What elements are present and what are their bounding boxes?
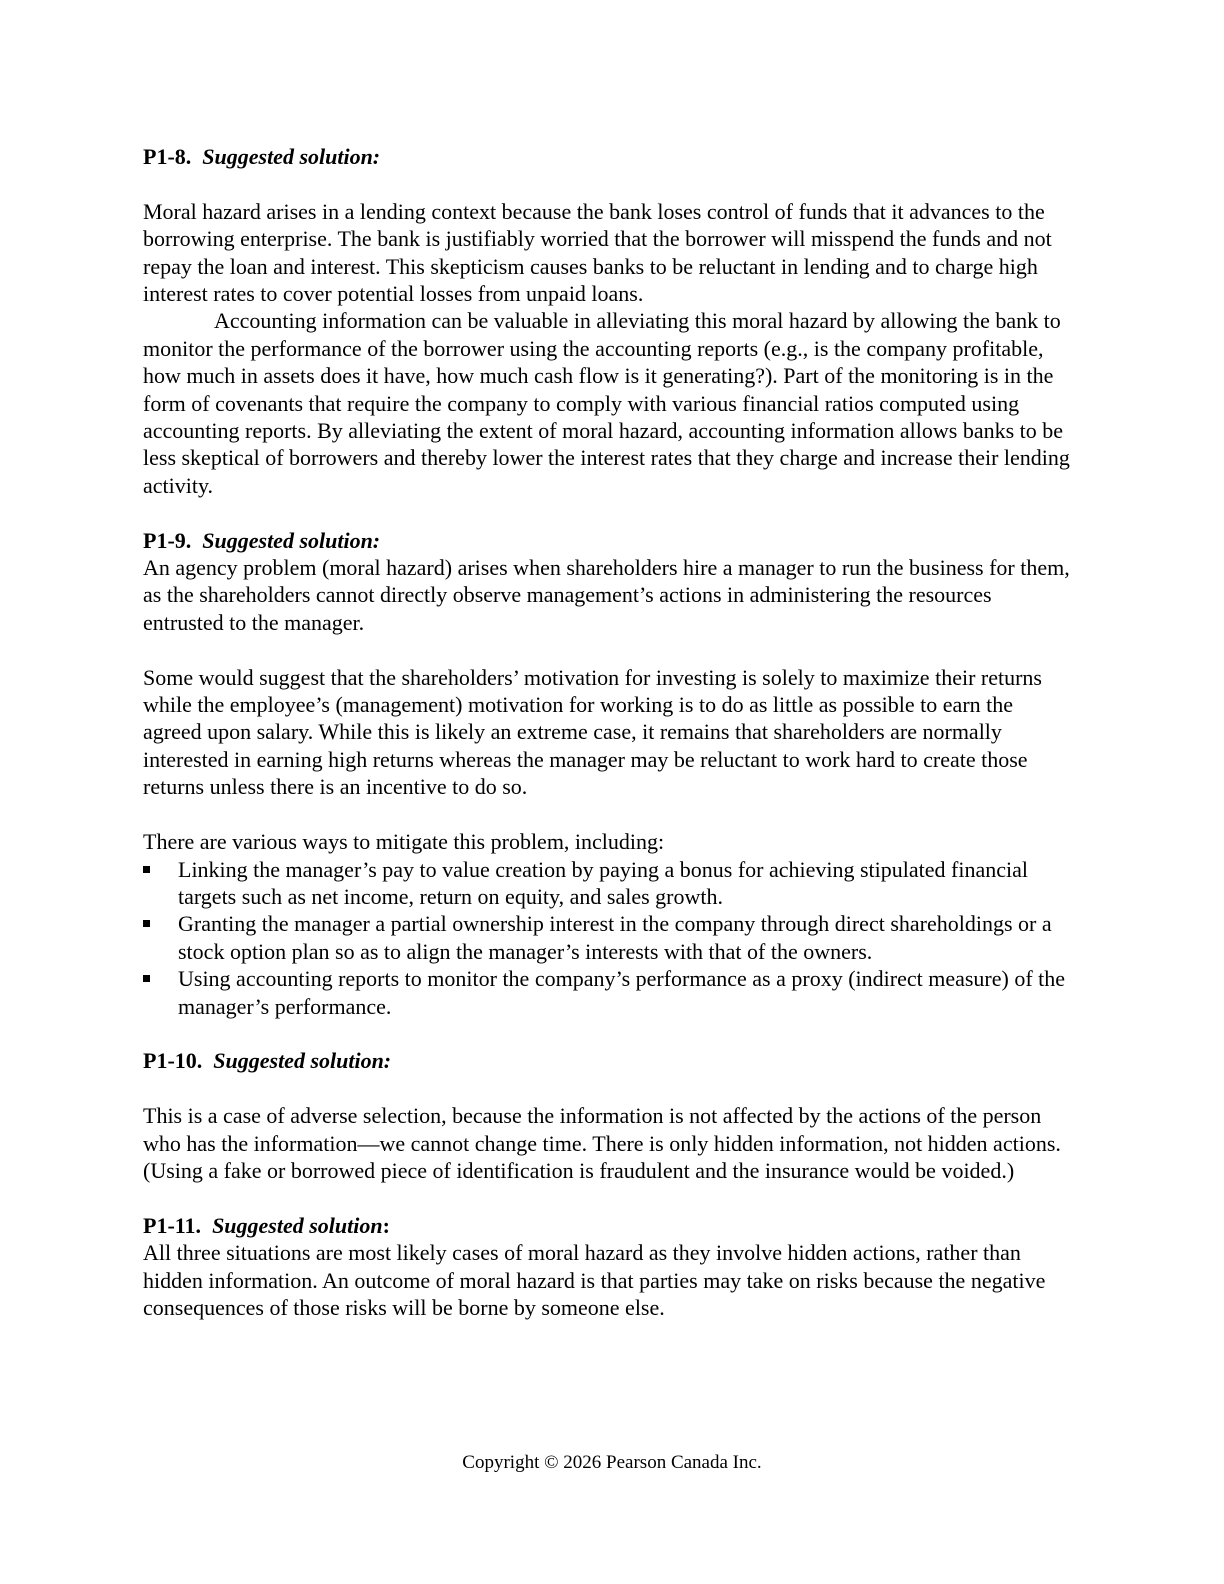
heading-label: Suggested solution: <box>213 1048 392 1074</box>
problem-number: P1-8. <box>143 144 192 169</box>
heading-label: Suggested solution <box>212 1212 383 1238</box>
copyright-footer: Copyright © 2026 Pearson Canada Inc. <box>462 1452 762 1473</box>
mitigation-list <box>143 856 1073 1020</box>
heading-p1-10 <box>143 1047 1073 1074</box>
problem-number: P1-9. <box>143 527 192 553</box>
heading-p1-8 <box>143 143 1073 170</box>
list-item: Using accounting reports to monitor the company’s performance as a proxy (indirect measure) of the manager’s performance. <box>143 965 1073 1020</box>
bullet-icon <box>143 920 150 927</box>
heading-p1-9 <box>143 527 1073 554</box>
problem-number: P1-11. <box>143 1212 202 1238</box>
list-item: Linking the manager’s pay to value creation by paying a bonus for achieving stipulated financial targets such as net income, return on equity, and sales growth. <box>143 856 1073 911</box>
list-item: Granting the manager a partial ownership interest in the company through direct shareholdings or a stock option plan so as to align the manager’s interests with that of the owners. <box>143 910 1073 965</box>
document-page <box>143 143 1073 1321</box>
bullet-icon <box>143 975 150 982</box>
p1-8-paragraph-2: Accounting information can be valuable in alleviating this moral hazard by allowing the bank to monitor the performance of the borrower using the accounting reports (e.g., is the company profitable, how much in assets does it have, how much cash flow is it generating?). Part of the monitoring is in the form of covenants that require the company to comply with various financial ratios computed using accounting reports. By alleviating the extent of moral hazard, accounting information allows banks to be less skeptical of borrowers and thereby lower the interest rates that they charge and increase their lending activity. <box>143 308 1070 498</box>
p1-11-paragraph-1: All three situations are most likely cases of moral hazard as they involve hidden actions, rather than hidden information. An outcome of moral hazard is that parties may take on risks because the negative consequences of those risks will be borne by someone else. <box>143 1240 1046 1320</box>
problem-number: P1-10. <box>143 1048 203 1074</box>
heading-p1-11 <box>143 1212 1073 1239</box>
heading-label: Suggested solution: <box>202 527 381 553</box>
p1-9-paragraph-1: An agency problem (moral hazard) arises when shareholders hire a manager to run the business for them, as the shareholders cannot directly observe management’s actions in administering the resources entrusted to the manager. <box>143 555 1070 635</box>
p1-10-paragraph-1: This is a case of adverse selection, because the information is not affected by the actions of the person who has the information—we cannot change time. There is only hidden information, not hidden actions. (Using a fake or borrowed piece of identification is fraudulent and the insurance would be voided.) <box>143 1103 1061 1183</box>
p1-8-paragraph-1: Moral hazard arises in a lending context because the bank loses control of funds that it advances to the borrowing enterprise. The bank is justifiably worried that the borrower will misspend the funds and not repay the loan and interest. This skepticism causes banks to be reluctant in lending and to charge high interest rates to cover potential losses from unpaid loans. <box>143 198 1052 307</box>
bullet-icon <box>143 866 150 873</box>
heading-label: Suggested solution: <box>202 144 381 169</box>
p1-9-paragraph-2: Some would suggest that the shareholders’ motivation for investing is solely to maximize their returns while the employee’s (management) motivation for working is to do as little as possible to earn the agreed upon salary. While this is likely an extreme case, it remains that shareholders are normally interested in earning high returns whereas the manager may be reluctant to work hard to create those returns unless there is an incentive to do so. <box>143 664 1042 800</box>
heading-colon: : <box>382 1212 390 1238</box>
p1-9-paragraph-3: There are various ways to mitigate this problem, including: <box>143 829 665 855</box>
